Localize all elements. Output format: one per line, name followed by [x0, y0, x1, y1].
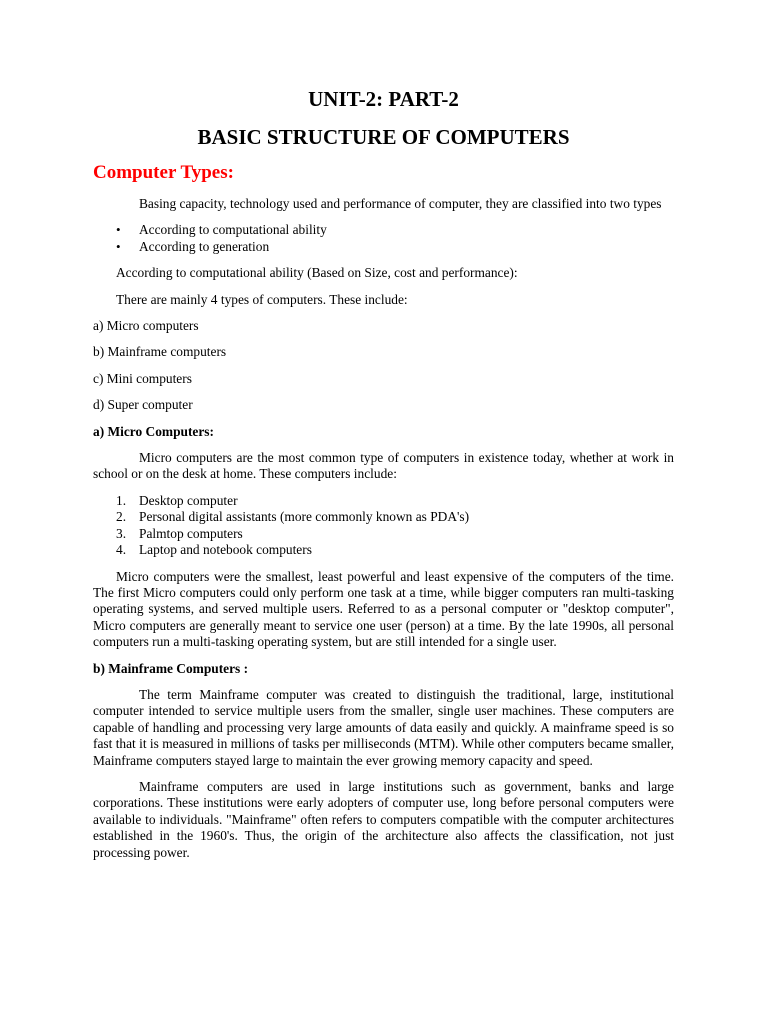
- mainframe-paragraph-2: Mainframe computers are used in large institutions such as government, banks and large corporations. These institutions were early adopters of computer use, long before personal computers were available to individuals. "Mainframe" often refers to computers compatible with the computer architectures established in the 1960's. Thus, the origin of the architecture also affects the classification, not just processing power.: [93, 778, 674, 860]
- list-item-text: Personal digital assistants (more commonly known as PDA's): [139, 509, 470, 525]
- computational-ability-line: According to computational ability (Based on Size, cost and performance):: [116, 265, 518, 281]
- type-item-mini: c) Mini computers: [93, 370, 192, 386]
- page-title: BASIC STRUCTURE OF COMPUTERS: [197, 125, 570, 149]
- list-number: 2.: [116, 509, 127, 525]
- micro-computers-heading: a) Micro Computers:: [93, 423, 214, 439]
- mainframe-computers-heading: b) Mainframe Computers :: [93, 660, 249, 676]
- bullet-icon: •: [116, 238, 121, 254]
- list-item-text: Laptop and notebook computers: [139, 542, 312, 558]
- list-item: [93, 493, 674, 509]
- micro-numbered-list: [93, 493, 674, 559]
- type-item-mainframe: b) Mainframe computers: [93, 344, 227, 360]
- classification-bullet-list: [93, 222, 674, 255]
- list-item-text: According to generation: [139, 238, 270, 254]
- list-item: [93, 509, 674, 525]
- bullet-icon: •: [116, 222, 121, 238]
- list-number: 1.: [116, 492, 127, 508]
- type-item-super: d) Super computer: [93, 397, 193, 413]
- list-item-text: Palmtop computers: [139, 525, 243, 541]
- intro-paragraph: Basing capacity, technology used and performance of computer, they are classified into two types: [139, 196, 662, 211]
- list-item-text: According to computational ability: [139, 222, 327, 238]
- list-item: [93, 542, 674, 558]
- unit-title: UNIT-2: PART-2: [308, 87, 459, 111]
- micro-intro-paragraph: Micro computers are the most common type of computers in existence today, whether at work in school or on the desk at home. These computers include:: [93, 450, 674, 482]
- list-number: 4.: [116, 542, 127, 558]
- list-item: [93, 239, 674, 255]
- type-item-micro: a) Micro computers: [93, 318, 199, 334]
- micro-body-paragraph: Micro computers were the smallest, least powerful and least expensive of the computers of the time. The first Micro computers could only perform one task at a time, while bigger computers ran multi-tasking operating systems, and served multiple users. Referred to as a personal computer or "desktop computer", Micro computers are generally meant to service one user (person) at a time. By the late 1990s, all personal computers run a multi-tasking operating system, but are still intended for a single user.: [93, 568, 674, 650]
- section-heading-computer-types: Computer Types:: [93, 162, 234, 183]
- mainframe-paragraph-1: The term Mainframe computer was created to distinguish the traditional, large, institutional computer intended to service multiple users from the smaller, single user machines. These computers are capable of handling and processing very large amounts of data easily and quickly. A mainframe speed is so fast that it is measured in millions of tasks per milliseconds (MTM). While other computers became smaller, Mainframe computers stayed large to maintain the ever growing memory capacity and speed.: [93, 686, 674, 768]
- list-item: [93, 526, 674, 542]
- list-item-text: Desktop computer: [139, 492, 238, 508]
- four-types-line: There are mainly 4 types of computers. These include:: [116, 291, 408, 307]
- list-number: 3.: [116, 525, 127, 541]
- list-item: [93, 222, 674, 238]
